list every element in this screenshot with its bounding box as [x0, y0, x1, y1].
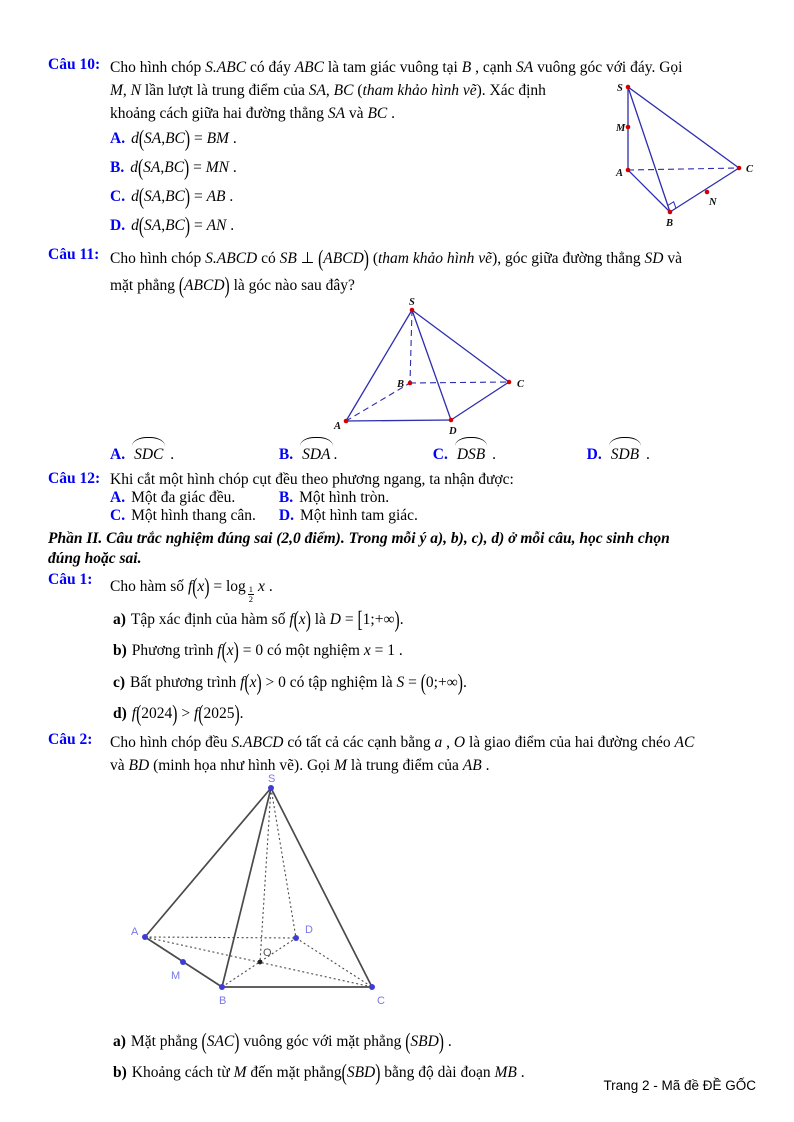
question-10-text-line1: Cho hình chóp S.ABC có đáy ABC là tam giác vuông tại B , cạnh SA vuông góc với đáy. Gọi — [110, 59, 683, 76]
q11-option-c — [433, 436, 583, 468]
q10-option-a-letter: A. — [110, 130, 126, 147]
c1-item-d-key: d) — [113, 705, 127, 723]
q10-option-c-letter: C. — [110, 188, 126, 205]
q10-option-c-text: d(SA,BC) = AB . — [131, 184, 234, 210]
c2-item-a — [113, 1027, 760, 1059]
c1-item-b-key: b) — [113, 642, 127, 660]
question-p2-1-body — [110, 571, 760, 731]
q10-option-a-text: d(SA,BC) = BM . — [131, 126, 237, 152]
q12-option-b-letter: B. — [278, 489, 294, 506]
question-12 — [48, 470, 760, 524]
c1-item-b-text: Phương trình f(x) = 0 có một nghiệm x = 1 . — [131, 638, 403, 665]
q11-option-d-text: SDB . — [608, 446, 650, 463]
svg-text:S: S — [409, 297, 415, 308]
svg-text:S: S — [617, 83, 623, 94]
question-12-label: Câu 12: — [48, 470, 101, 487]
svg-text:C: C — [377, 994, 385, 1007]
q11-option-c-text: DSB . — [454, 446, 496, 463]
q11-option-c-letter: C. — [432, 446, 448, 463]
svg-text:C: C — [746, 164, 754, 175]
svg-text:N: N — [709, 197, 717, 208]
svg-text:D: D — [305, 923, 313, 936]
question-p2-1-text: Cho hàm số f(x) = log $\frac{1}{2}$ x . — [110, 574, 273, 605]
svg-text:M: M — [616, 123, 626, 134]
svg-text:C: C — [517, 379, 525, 390]
question-10-text-line2: M, N lần lượt là trung điểm của SA, BC (tham khảo hình vẽ). Xác định — [110, 82, 546, 99]
question-p2-2-text-line2: và BD (minh họa như hình vẽ). Gọi M là trung điểm của AB . — [110, 756, 490, 774]
question-p2-1-label: Câu 1: — [48, 571, 93, 588]
svg-text:B: B — [666, 218, 674, 229]
svg-text:M: M — [171, 969, 181, 982]
c2-item-a-text: Mặt phẳng (SAC) vuông góc với mặt phẳng (SBD) . — [130, 1029, 452, 1055]
figure-c2-pyramid-sabcd — [125, 772, 760, 1027]
c2-item-b-text: Khoảng cách từ M đến mặt phẳng(SBD) bằng độ dài đoạn MB . — [131, 1060, 525, 1087]
q12-option-d-letter: D. — [278, 506, 294, 524]
c1-item-c-key: c) — [113, 673, 126, 691]
q12-option-b-text: Một hình tròn. — [299, 489, 390, 506]
q11-option-d — [587, 436, 650, 468]
q11-option-b-text: SDA . — [299, 446, 337, 463]
question-p2-2-label: Câu 2: — [48, 730, 93, 748]
svg-text:D: D — [449, 426, 457, 437]
c1-item-a — [113, 605, 760, 637]
question-p2-1 — [48, 571, 760, 731]
q11-option-b — [279, 436, 429, 468]
q12-option-a-text: Một đa giác đều. — [131, 489, 236, 506]
svg-text:O: O — [263, 946, 272, 959]
q12-option-a-letter: A. — [110, 489, 126, 506]
c1-item-c — [113, 668, 760, 700]
q12-options-row2 — [110, 507, 760, 525]
c1-item-a-key: a) — [113, 610, 126, 628]
q11-option-a-text: SDC . — [131, 446, 174, 463]
c2-item-a-key: a) — [113, 1032, 126, 1050]
q10-option-b-text: d(SA,BC) = MN . — [130, 155, 237, 181]
q11-option-b-letter: B. — [278, 446, 294, 463]
q12-option-c — [110, 507, 275, 525]
question-11-label: Câu 11: — [48, 246, 100, 263]
q12-option-c-letter: C. — [110, 506, 126, 524]
question-11-text-line2: mặt phẳng (ABCD) là góc nào sau đây? — [110, 273, 355, 299]
c1-item-d-text: f(2024) > f(2025). — [131, 701, 244, 728]
q12-option-a — [110, 489, 275, 507]
page-footer: Trang 2 - Mã đề ĐỀ GỐC — [603, 1078, 756, 1093]
q12-option-d — [279, 507, 418, 525]
c1-item-c-text: Bất phương trình f(x) > 0 có tập nghiệm là S = (0;+∞). — [130, 670, 467, 696]
svg-text:A: A — [334, 421, 342, 432]
q12-option-d-text: Một hình tam giác. — [299, 506, 418, 524]
part2-heading — [48, 529, 760, 568]
svg-text:A: A — [616, 168, 624, 179]
c1-item-d — [113, 699, 760, 731]
question-11-body — [110, 246, 760, 468]
question-p2-2-text-line1: Cho hình chóp đều S.ABCD có tất cả các cạnh bằng a , O là giao điểm của hai đường chéo AC — [110, 733, 695, 751]
figure-q10-pyramid-sabc — [600, 78, 775, 236]
question-p2-2 — [48, 731, 760, 1090]
question-11 — [48, 246, 760, 468]
question-12-body — [110, 470, 760, 524]
q11-option-a — [110, 436, 275, 468]
svg-text:S: S — [268, 772, 276, 785]
c2-item-b-key: b) — [113, 1064, 127, 1082]
figure-q11-pyramid-sabcd — [325, 297, 760, 437]
q10-option-d-letter: D. — [110, 217, 126, 234]
question-12-text: Khi cắt một hình chóp cụt đều theo phương ngang, ta nhận được: — [110, 471, 514, 488]
q11-options-row — [110, 436, 760, 468]
question-p2-2-body — [110, 731, 760, 1090]
q12-option-c-text: Một hình thang cân. — [131, 506, 256, 524]
c1-item-b — [113, 636, 760, 668]
part2-heading-line2: đúng hoặc sai. — [48, 549, 142, 567]
part2-heading-line1: Phần II. Câu trắc nghiệm đúng sai (2,0 điểm). Trong mỗi ý a), b), c), d) ở mỗi câu, học sinh chọn — [48, 530, 670, 547]
q11-option-d-letter: D. — [586, 446, 602, 463]
svg-text:B: B — [397, 379, 405, 390]
q10-option-b-letter: B. — [110, 159, 125, 176]
svg-text:A: A — [131, 925, 139, 938]
question-11-text-line1: Cho hình chóp S.ABCD có SB ⊥ (ABCD) (tham khảo hình vẽ), góc giữa đường thẳng SD và — [110, 246, 682, 272]
q11-option-a-letter: A. — [110, 446, 126, 463]
question-10-label: Câu 10: — [48, 56, 101, 73]
question-10-text-line3: khoảng cách giữa hai đường thẳng SA và BC . — [110, 105, 395, 122]
svg-text:B: B — [219, 994, 227, 1007]
q10-option-d-text: d(SA,BC) = AN . — [131, 213, 235, 239]
c1-item-a-text: Tập xác định của hàm số f(x) là D = [1;+∞). — [130, 607, 404, 633]
q12-option-b — [279, 489, 389, 507]
q12-options-row1 — [110, 489, 760, 507]
